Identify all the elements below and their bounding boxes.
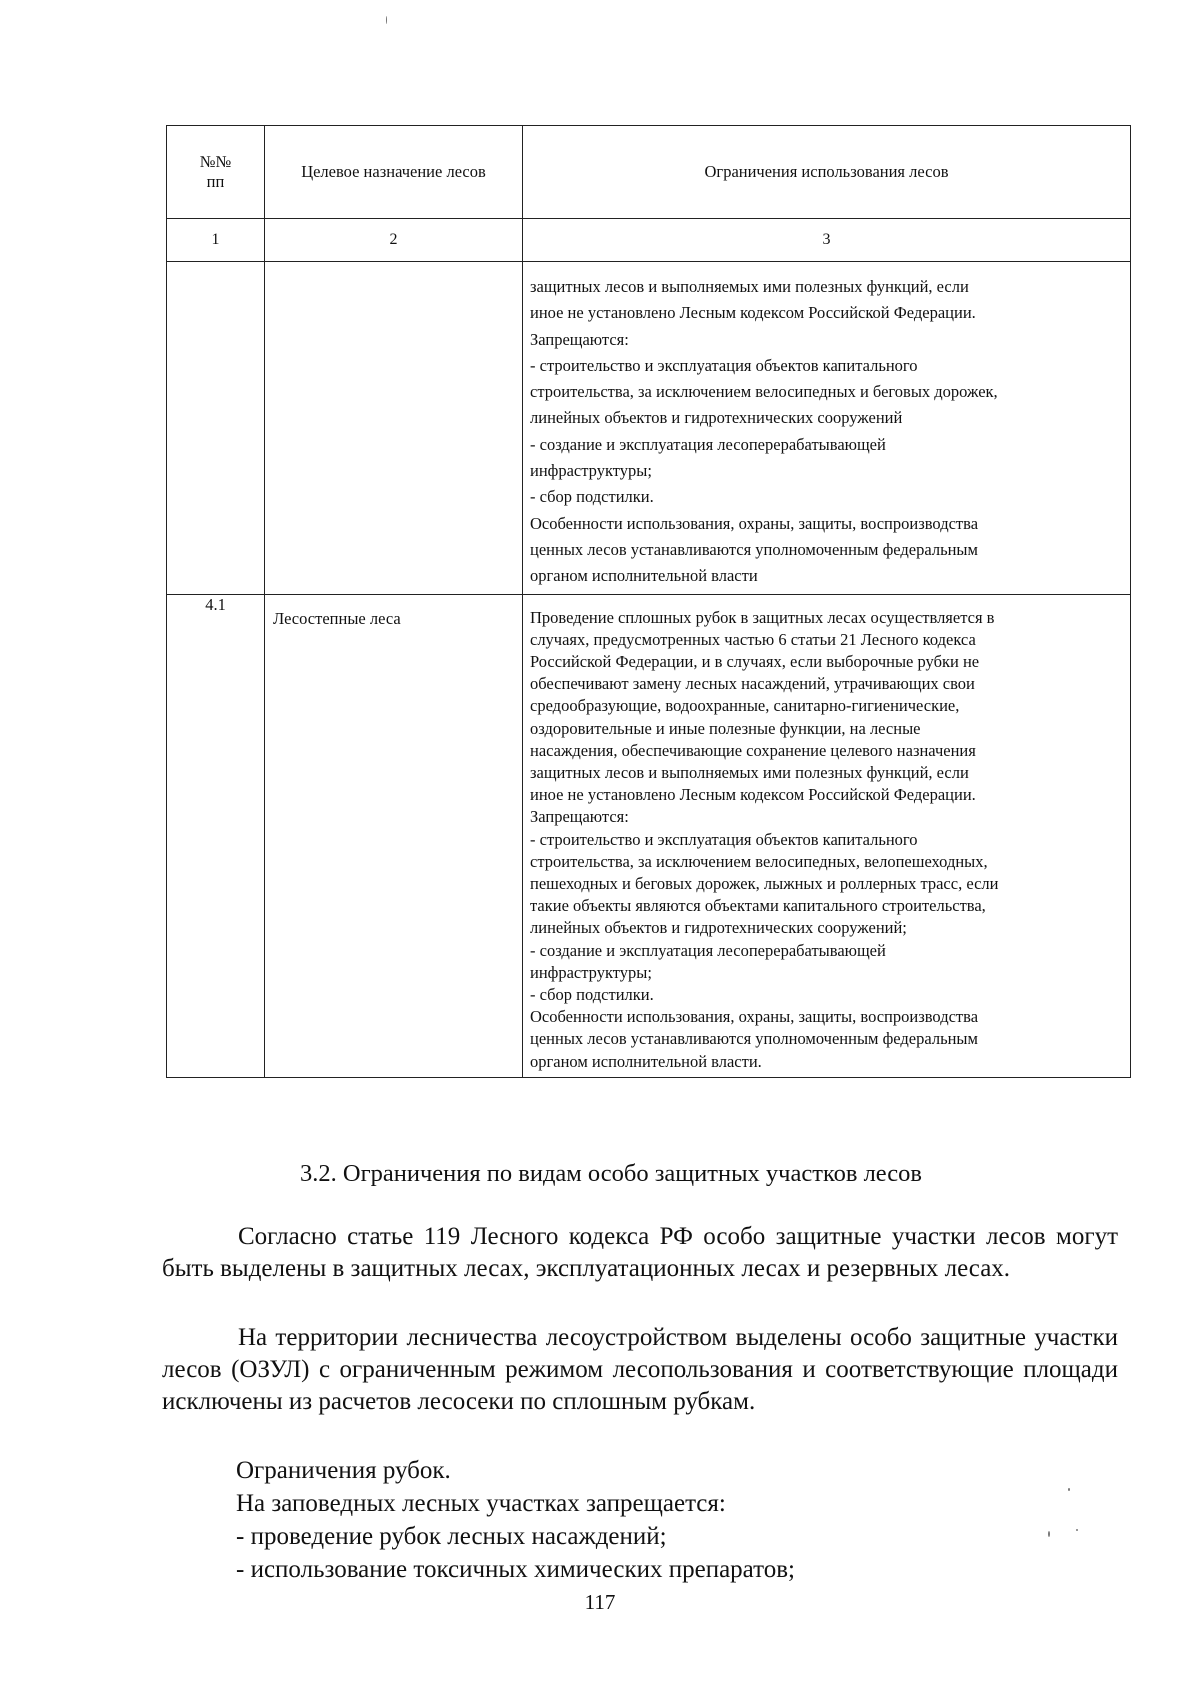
index-cell-2: 2 — [265, 219, 523, 262]
text-line: Проведение сплошных рубок в защитных лесах осуществляется в — [530, 607, 995, 627]
text-line: строительства, за исключением велосипедных, велопешеходных, — [530, 851, 988, 871]
text-line: - сбор подстилки. — [530, 985, 654, 1005]
text-line: насаждения, обеспечивающие сохранение целевого назначения — [530, 740, 976, 760]
text-line: иное не установлено Лесным кодексом Российской Федерации. — [530, 303, 976, 323]
header-restrictions: Ограничения использования лесов — [523, 126, 1131, 219]
table-index-row — [167, 219, 1131, 262]
text-line: защитных лесов и выполняемых ими полезных функций, если — [530, 762, 969, 782]
text-line: - строительство и эксплуатация объектов капитального — [530, 355, 918, 375]
text-line: такие объекты являются объектами капитального строительства, — [530, 896, 986, 916]
text-line: Российской Федерации, и в случаях, если выборочные рубки не — [530, 651, 980, 671]
text-line: пешеходных и беговых дорожек, лыжных и роллерных трасс, если — [530, 874, 999, 893]
forest-restrictions-table — [166, 125, 1131, 1078]
text-line: ценных лесов устанавливаются уполномоченным федеральным — [530, 1029, 978, 1049]
text-line: обеспечивают замену лесных насаждений, утрачивающих свои — [530, 674, 975, 694]
text-line: защитных лесов и выполняемых ими полезных функций, если — [530, 277, 969, 296]
text-line: линейных объектов и гидротехнических сооружений; — [530, 918, 907, 938]
scan-speck — [1068, 1488, 1070, 1491]
text-line: Особенности использования, охраны, защиты, воспроизводства — [530, 513, 979, 533]
header-purpose: Целевое назначение лесов — [265, 126, 523, 219]
index-cell-3: 3 — [523, 219, 1131, 262]
row-number: 4.1 — [167, 594, 265, 1077]
paragraph-1: Согласно статье 119 Лесного кодекса РФ особо защитные участки лесов могут быть выделены в защитных лесах, эксплуатационных лесах и резервных лесах. — [162, 1223, 1118, 1282]
text-line: органом исполнительной власти. — [530, 1051, 762, 1071]
text-line: - создание и эксплуатация лесоперерабатывающей — [530, 940, 886, 960]
text-line: Особенности использования, охраны, защиты, воспроизводства — [530, 1007, 979, 1027]
table-row-continued — [167, 262, 1131, 595]
text-line: - создание и эксплуатация лесоперерабатывающей — [530, 434, 886, 454]
continued-restrictions-cell — [523, 262, 1131, 595]
text-line: - строительство и эксплуатация объектов капитального — [530, 829, 918, 849]
page-number: 117 — [584, 1590, 616, 1614]
text-line: Запрещаются: — [530, 807, 629, 827]
text-line: инфраструктуры; — [530, 461, 652, 481]
list-item: - проведение рубок лесных насаждений; — [236, 1523, 667, 1550]
continued-restrictions-text — [523, 262, 1130, 594]
row-restrictions-cell — [523, 594, 1131, 1077]
section-title: 3.2. Ограничения по видам особо защитных участков лесов — [300, 1160, 922, 1187]
text-line: органом исполнительной власти — [530, 566, 758, 586]
text-line: строительства, за исключением велосипедных и беговых дорожек, — [530, 382, 998, 402]
row-restrictions-text — [523, 595, 1130, 1077]
continued-purpose-cell — [265, 262, 523, 595]
table-header-row — [167, 126, 1131, 219]
subheading-restrictions: Ограничения рубок. — [236, 1457, 451, 1484]
row-purpose: Лесостепные леса — [265, 594, 523, 1077]
text-line: иное не установлено Лесным кодексом Российской Федерации. — [530, 785, 976, 805]
index-cell-1: 1 — [167, 219, 265, 262]
header-number: №№ пп — [167, 126, 265, 219]
scan-speck — [1076, 1529, 1078, 1531]
text-line: оздоровительные и иные полезные функции, на лесные — [530, 718, 921, 738]
table-row-4-1 — [167, 594, 1131, 1077]
continued-num-cell — [167, 262, 265, 595]
paragraph-2: На территории лесничества лесоустройством выделены особо защитные участки лесов (ОЗУЛ) с ограниченным режимом лесопользования и соответствующие площади исключены из расчетов лесосеки по сплошным рубкам. — [162, 1324, 1118, 1415]
scan-speck — [1048, 1531, 1050, 1537]
text-line: ценных лесов устанавливаются уполномоченным федеральным — [530, 539, 978, 559]
text-line: инфраструктуры; — [530, 962, 652, 982]
text-line: Запрещаются: — [530, 329, 629, 349]
text-line: случаях, предусмотренных частью 6 статьи 21 Лесного кодекса — [530, 629, 976, 649]
text-line: - сбор подстилки. — [530, 487, 654, 507]
list-intro: На заповедных лесных участках запрещается: — [236, 1490, 726, 1517]
list-item: - использование токсичных химических препаратов; — [236, 1556, 795, 1583]
text-line: средообразующие, водоохранные, санитарно-гигиенические, — [530, 696, 960, 716]
scan-speck — [386, 16, 387, 24]
text-line: линейных объектов и гидротехнических сооружений — [530, 408, 903, 428]
